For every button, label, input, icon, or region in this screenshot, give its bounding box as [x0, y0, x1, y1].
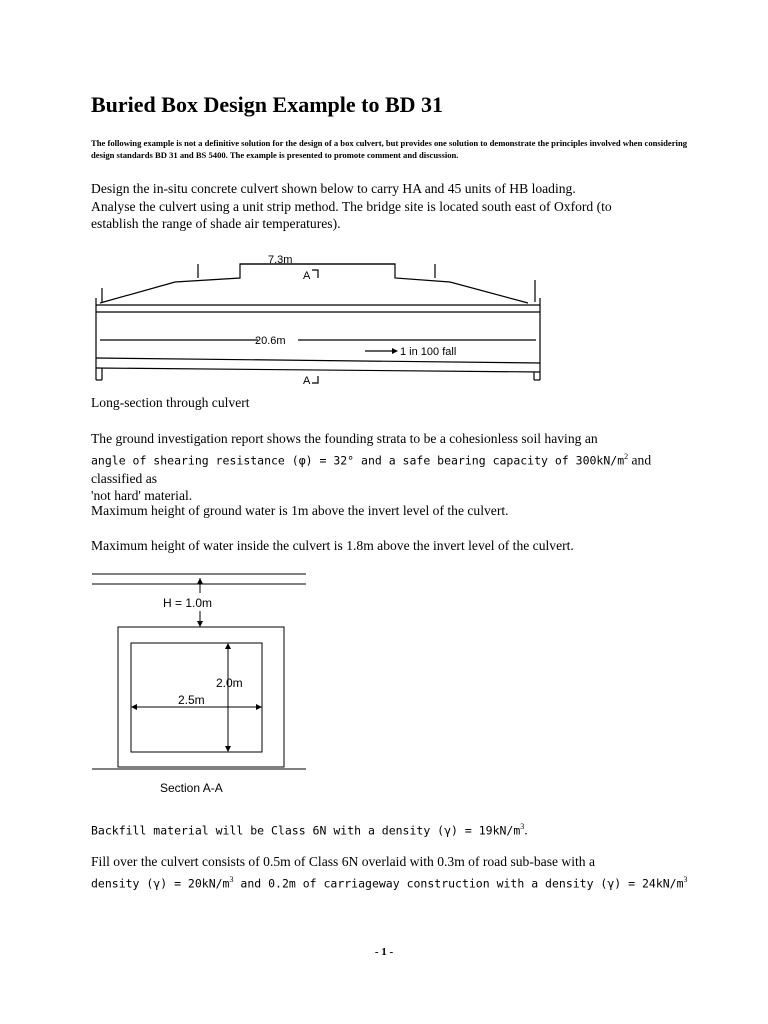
- fall-label: 1 in 100 fall: [400, 346, 457, 358]
- backfill-end: .: [524, 822, 528, 838]
- width-arrow-right: [256, 704, 262, 710]
- cover-arrow-down: [197, 621, 203, 627]
- cover-label: H = 1.0m: [163, 596, 213, 610]
- backfill-paragraph: [91, 818, 691, 840]
- width-label: 2.5m: [178, 693, 205, 707]
- gi-line-2b: and classified as: [91, 452, 652, 486]
- section-caption: Section A-A: [160, 781, 223, 795]
- gi-line-2a: angle of shearing resistance (φ) = 32° and a safe bearing capacity of 300kN/m: [91, 453, 625, 468]
- fill-line-1: Fill over the culvert consists of 0.5m of Class 6N overlaid with 0.3m of road sub-base with a: [91, 854, 596, 869]
- ground-investigation-paragraph: [91, 430, 691, 505]
- design-line-1: Design the in-situ concrete culvert shown below to carry HA and 45 units of HB loading.: [91, 181, 576, 196]
- gi-line-2: [91, 448, 691, 488]
- height-arrow-down: [225, 746, 231, 752]
- backfill-sup: 3: [520, 822, 525, 831]
- design-paragraph: [91, 180, 691, 233]
- fill-line-2b: and 0.2m of carriageway construction with a density (γ) = 24kN/m: [233, 876, 684, 891]
- gi-line-1: The ground investigation report shows the founding strata to be a cohesionless soil having an: [91, 431, 598, 446]
- height-label: 2.0m: [216, 676, 243, 690]
- length-label: 20.6m: [255, 335, 286, 347]
- design-line-3: establish the range of shade air temperatures).: [91, 216, 341, 231]
- section-label-bottom: A: [303, 375, 311, 387]
- fill-sup-2: 3: [683, 874, 688, 884]
- section-label-top: A: [303, 270, 311, 282]
- section-marker-top: [312, 270, 318, 278]
- gi-line-2-sup: 2: [624, 451, 629, 461]
- design-line-2: Analyse the culvert using a unit strip method. The bridge site is located south east of Oxford (to: [91, 198, 612, 214]
- page-number: - 1 -: [374, 946, 394, 958]
- section-a-a-diagram: [88, 568, 313, 803]
- fill-line-2a: density (γ) = 20kN/m: [91, 876, 230, 891]
- fill-line-2: [91, 871, 691, 893]
- fill-sup-1: 3: [229, 874, 234, 884]
- groundwater-paragraph: Maximum height of ground water is 1m above the invert level of the culvert.: [91, 503, 509, 518]
- internal-water-paragraph: Maximum height of water inside the culvert is 1.8m above the invert level of the culvert.: [91, 538, 574, 553]
- long-section-diagram: [90, 250, 550, 390]
- fall-arrow: [365, 348, 398, 354]
- section-marker-bottom: [312, 376, 318, 383]
- top-width-label: 7.3m: [268, 254, 293, 266]
- backfill-text: Backfill material will be Class 6N with a density (γ) = 19kN/m: [91, 823, 521, 838]
- page-title: Buried Box Design Example to BD 31: [91, 92, 444, 117]
- intro-note: The following example is not a definitive solution for the design of a box culvert, but provides one solution to demonstrate the principles involved when considering design standards BD 31 and BS 5400. The example is presented to promote comment and discussion.: [91, 138, 688, 160]
- width-arrow-left: [131, 704, 137, 710]
- fill-paragraph: [91, 853, 691, 893]
- long-section-caption: Long-section through culvert: [91, 395, 250, 410]
- gi-line-3: 'not hard' material.: [91, 488, 193, 504]
- height-arrow-up: [225, 643, 231, 649]
- cover-arrow-up: [197, 578, 203, 584]
